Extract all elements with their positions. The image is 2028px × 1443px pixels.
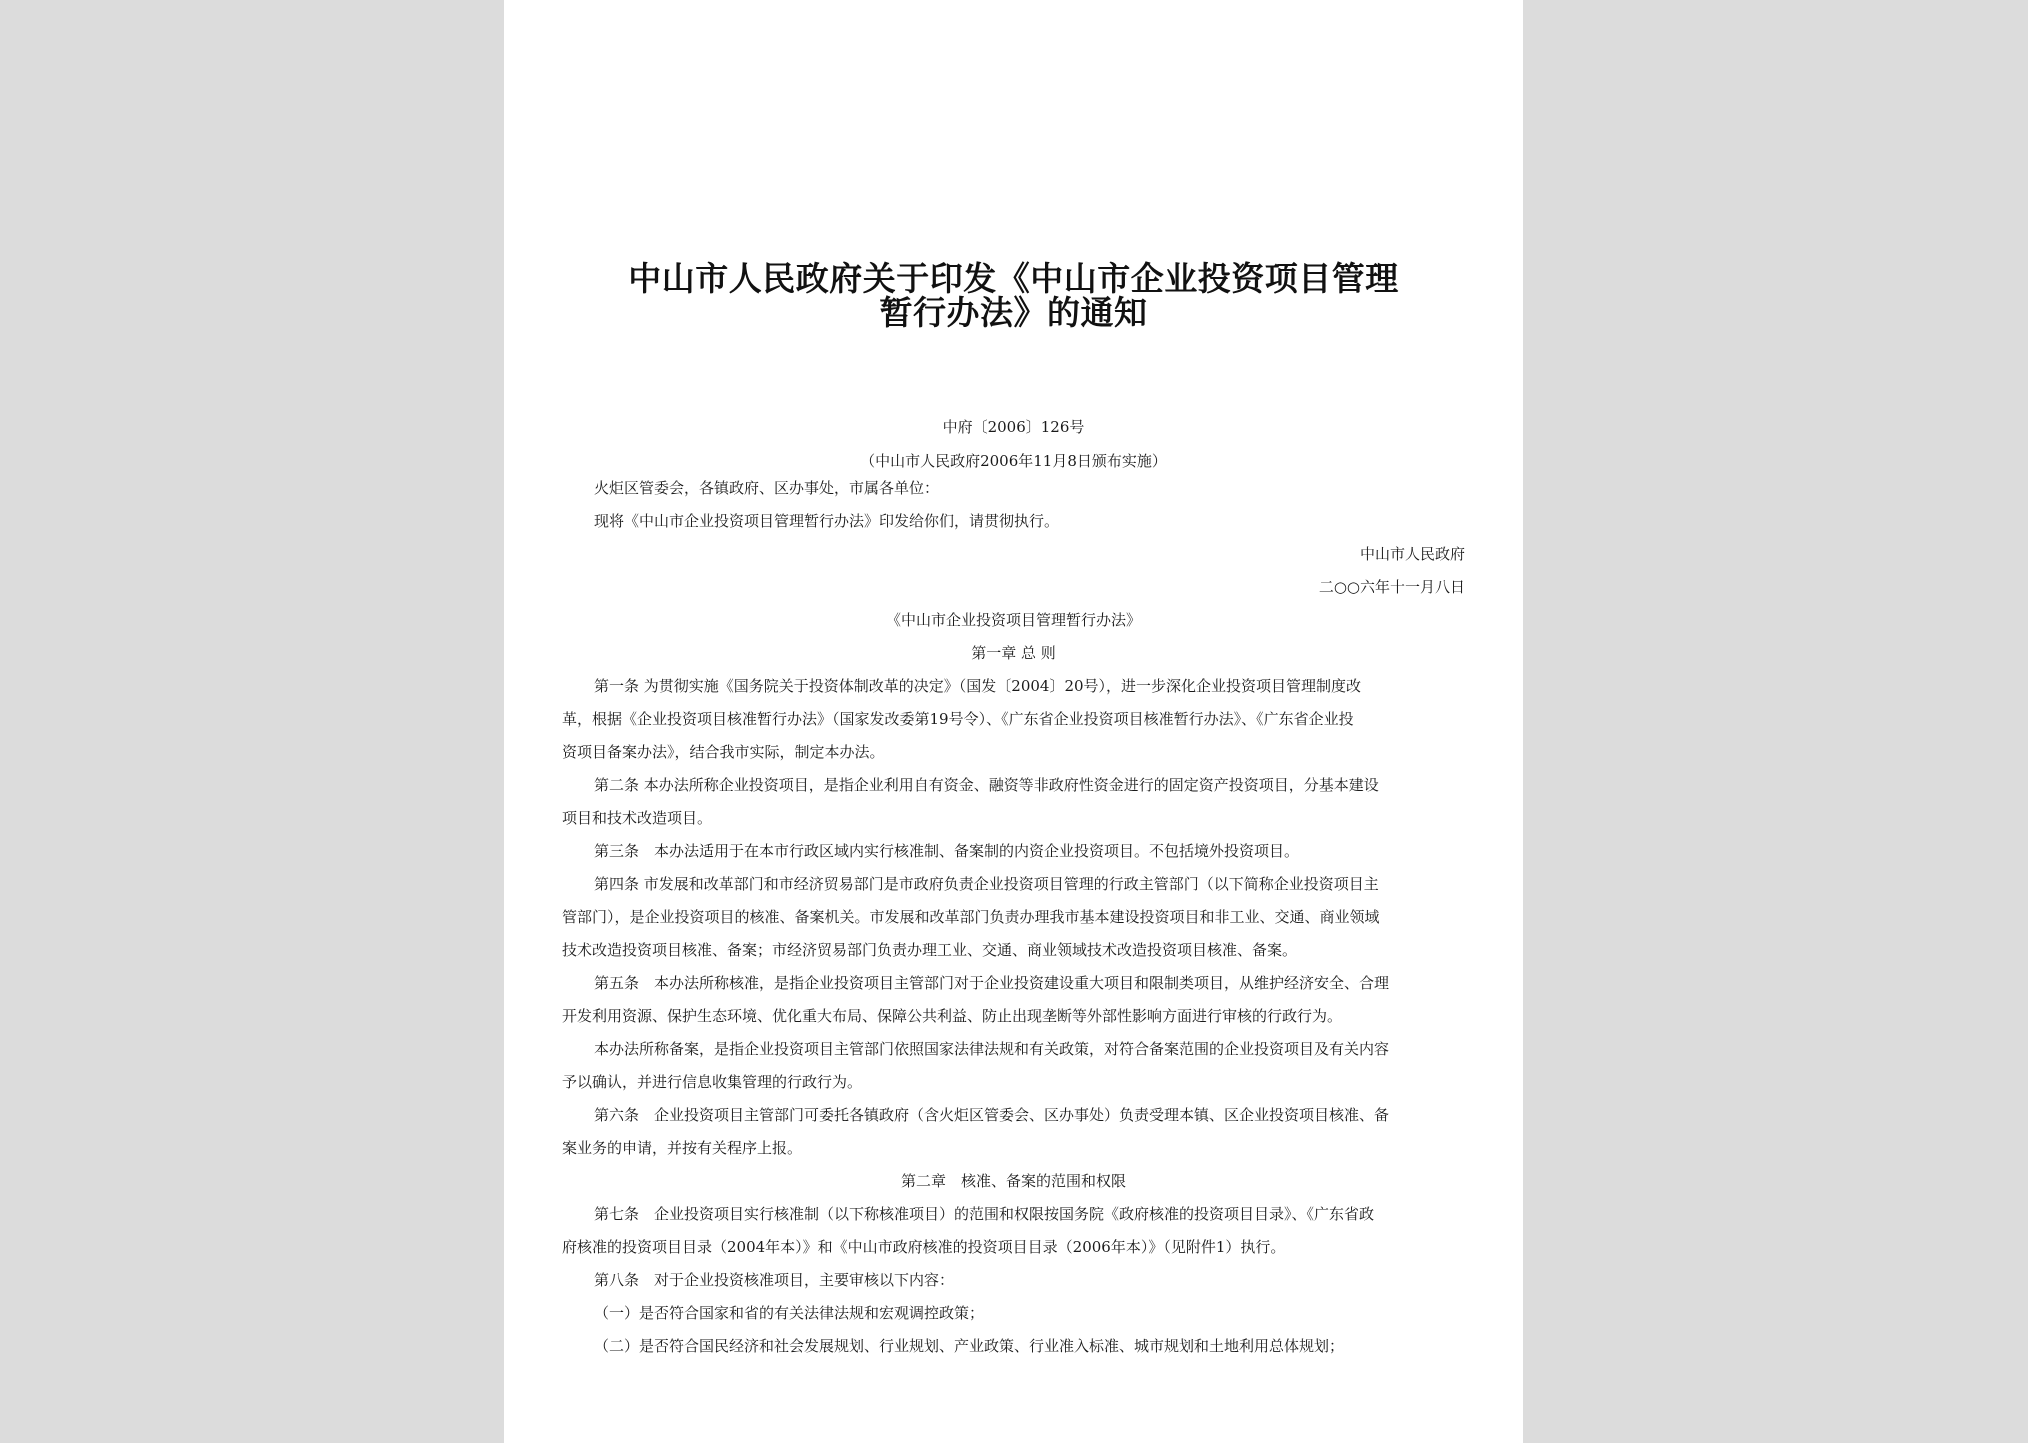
body-line: 管部门），是企业投资项目的核准、备案机关。市发展和改革部门负责办理我市基本建设投资项目和非工业、交通、商业领域 <box>562 908 1380 926</box>
body-line: 开发利用资源、保护生态环境、优化重大布局、保障公共利益、防止出现垄断等外部性影响方面进行审核的行政行为。 <box>562 1007 1343 1025</box>
body-line: 案业务的申请，并按有关程序上报。 <box>562 1139 803 1157</box>
signature: 中山市人民政府 <box>1359 545 1465 563</box>
attachment-title: 《中山市企业投资项目管理暂行办法》 <box>885 611 1141 629</box>
body-line: 第六条 企业投资项目主管部门可委托各镇政府（含火炬区管委会、区办事处）负责受理本镇、区企业投资项目核准、备 <box>594 1106 1390 1124</box>
document-page <box>504 0 1523 1443</box>
document-body <box>562 472 1465 1363</box>
body-line: 府核准的投资项目目录（2004年本）》和《中山市政府核准的投资项目目录（2006年本）》（见附件1）执行。 <box>562 1238 1286 1256</box>
body-line: 项目和技术改造项目。 <box>562 809 713 827</box>
document-number: 中府〔2006〕126号 <box>942 418 1085 436</box>
body-line: （二）是否符合国民经济和社会发展规划、行业规划、产业政策、行业准入标准、城市规划和土地利用总体规划； <box>594 1337 1345 1355</box>
body-line: （一）是否符合国家和省的有关法律法规和宏观调控政策； <box>594 1304 985 1322</box>
body-line: 第七条 企业投资项目实行核准制（以下称核准项目）的范围和权限按国务院《政府核准的投资项目目录》、《广东省政 <box>594 1205 1375 1223</box>
body-line: 技术改造投资项目核准、备案；市经济贸易部门负责办理工业、交通、商业领域技术改造投资项目核准、备案。 <box>562 941 1298 959</box>
intro-paragraph: 现将《中山市企业投资项目管理暂行办法》印发给你们，请贯彻执行。 <box>594 512 1060 530</box>
title-line-1: 中山市人民政府关于印发《中山市企业投资项目管理 <box>628 259 1399 298</box>
body-line: 第八条 对于企业投资核准项目，主要审核以下内容： <box>594 1271 955 1289</box>
body-line: 第五条 本办法所称核准，是指企业投资项目主管部门对于企业投资建设重大项目和限制类项目，从维护经济安全、合理 <box>594 974 1390 992</box>
chapter-heading-2: 第二章 核准、备案的范围和权限 <box>900 1172 1126 1190</box>
title-line-2: 暂行办法》的通知 <box>879 293 1148 332</box>
addressee: 火炬区管委会，各镇政府、区办事处，市属各单位： <box>594 479 940 497</box>
chapter-heading-1: 第一章 总 则 <box>971 644 1056 662</box>
document-title <box>562 259 1465 332</box>
body-line: 第二条 本办法所称企业投资项目，是指企业利用自有资金、融资等非政府性资金进行的固定资产投资项目，分基本建设 <box>594 776 1379 794</box>
body-line: 第三条 本办法适用于在本市行政区域内实行核准制、备案制的内资企业投资项目。不包括境外投资项目。 <box>594 842 1300 860</box>
issue-note: （中山市人民政府2006年11月8日颁布实施） <box>860 452 1167 470</box>
body-line: 革，根据《企业投资项目核准暂行办法》（国家发改委第19号令）、《广东省企业投资项目核准暂行办法》、《广东省企业投 <box>562 710 1354 728</box>
body-line: 本办法所称备案，是指企业投资项目主管部门依照国家法律法规和有关政策，对符合备案范围的企业投资项目及有关内容 <box>594 1040 1390 1058</box>
issue-date: 二○○六年十一月八日 <box>1318 578 1465 596</box>
body-line: 资项目备案办法》，结合我市实际，制定本办法。 <box>562 743 885 761</box>
body-line: 第一条 为贯彻实施《国务院关于投资体制改革的决定》（国发〔2004〕20号），进一步深化企业投资项目管理制度改 <box>594 677 1362 695</box>
body-line: 第四条 市发展和改革部门和市经济贸易部门是市政府负责企业投资项目管理的行政主管部门（以下简称企业投资项目主 <box>594 875 1379 893</box>
body-line: 予以确认，并进行信息收集管理的行政行为。 <box>562 1073 863 1091</box>
